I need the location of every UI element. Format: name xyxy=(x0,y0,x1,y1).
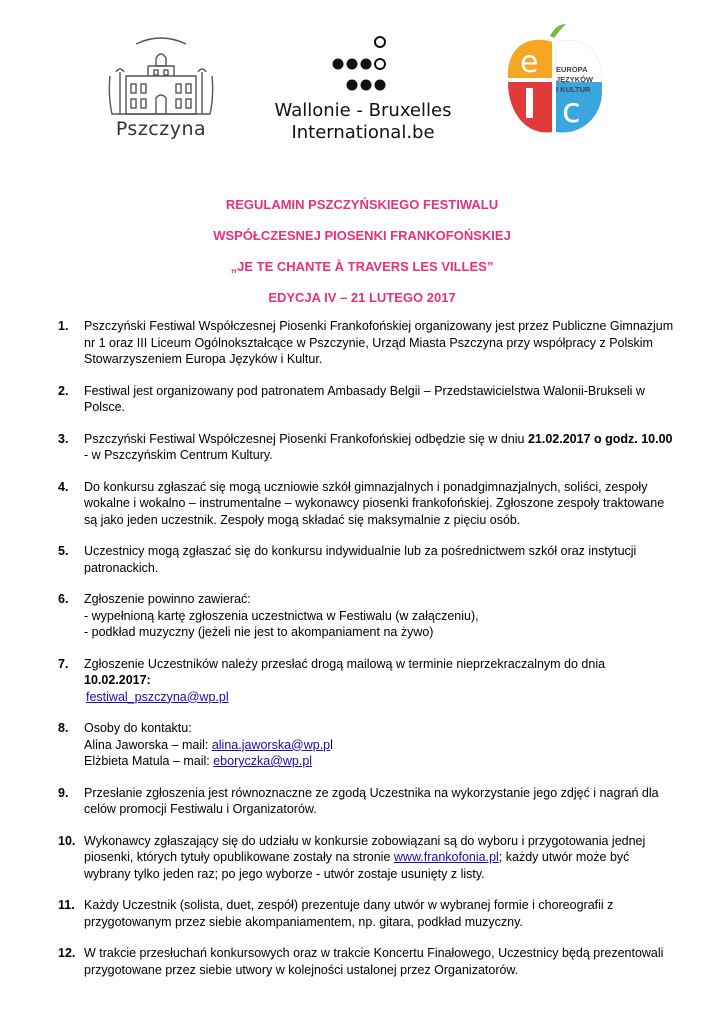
pszczyna-logo-text: Pszczyna xyxy=(115,118,207,140)
deadline-date: 10.02.2017: xyxy=(84,673,151,687)
rule-number: 11. xyxy=(58,898,75,912)
contact-email-link[interactable]: eboryczka@wp.pl xyxy=(213,754,313,768)
rule-number: 3. xyxy=(58,431,69,446)
frankofonia-link[interactable]: www.frankofonia.pl xyxy=(393,850,499,864)
rule-text: Uczestnicy mogą zgłaszać się do konkursu indywidualnie lub za pośrednictwem szkół oraz instytucji patronackich. xyxy=(84,544,637,575)
rule-text-part: Zgłoszenie Uczestników należy przesłać drogą mailową w terminie nieprzekraczalnym do dnia xyxy=(84,656,606,671)
rule-item-4 xyxy=(58,479,674,529)
rule-text: W trakcie przesłuchań konkursowych oraz w trakcie Koncertu Finałowego, Uczestnicy będą prezentowali przygotowane przez siebie utwory w kolejności ustalonej przez Organizatorów. xyxy=(84,946,664,977)
eic-logo xyxy=(498,20,618,140)
rule-subitem: - wypełnioną kartę zgłoszenia uczestnictwa w Festiwalu (w załączeniu), xyxy=(84,608,479,623)
document-title xyxy=(0,197,724,321)
rule-item-1 xyxy=(58,318,674,368)
title-line-2: WSPÓŁCZESNEJ PIOSENKI FRANKOFOŃSKIEJ xyxy=(213,228,511,243)
festival-email-link[interactable]: festiwal_pszczyna@wp.pl xyxy=(86,689,229,704)
svg-text:e: e xyxy=(520,45,539,80)
rule-text-part: - w Pszczyńskim Centrum Kultury. xyxy=(84,448,273,462)
email-block xyxy=(84,689,674,706)
title-line-1: REGULAMIN PSZCZYŃSKIEGO FESTIWALU xyxy=(225,197,499,212)
rule-text-part: ; każdy utwór może być wybrany tylko jeden raz; po jego wyborze - utwór zostaje usunięty z listy. xyxy=(84,850,630,881)
rule-text: Osoby do kontaktu: xyxy=(84,721,192,735)
rule-text xyxy=(84,431,674,464)
eic-logo-text xyxy=(556,65,616,95)
rule-number: 7. xyxy=(58,656,69,671)
rule-item-8 xyxy=(58,720,674,770)
rule-number: 8. xyxy=(58,721,69,735)
rule-text: Zgłoszenie powinno zawierać: xyxy=(84,592,251,606)
rule-number: 5. xyxy=(58,544,69,558)
rule-number: 1. xyxy=(58,319,69,333)
wbi-line1: Wallonie - Bruxelles xyxy=(274,100,452,121)
title-line-4: EDYCJA IV – 21 LUTEGO 2017 xyxy=(268,290,456,305)
rule-item-7 xyxy=(58,656,674,706)
title-line-3: „JE TE CHANTE À TRAVERS LES VILLES” xyxy=(230,259,494,274)
contact-email-link[interactable]: alina.jaworska@wp.p xyxy=(211,737,331,752)
rule-subitem: - podkład muzyczny (jeżeli nie jest to akompaniament na żywo) xyxy=(84,625,434,639)
rule-number: 9. xyxy=(58,785,69,800)
eic-line2: JĘZYKÓW xyxy=(556,75,594,84)
rule-text: Festiwal jest organizowany pod patronatem Ambasady Belgii – Przedstawicielstwa Walonii-Brukseli w Polsce. xyxy=(84,383,645,414)
rule-text xyxy=(84,656,674,689)
contact-label: Elżbieta Matula – mail: xyxy=(84,754,214,768)
wbi-line2: International.be xyxy=(291,122,435,143)
rule-text xyxy=(84,833,674,883)
castle-icon xyxy=(96,36,226,118)
rule-item-9 xyxy=(58,785,674,818)
dots-icon xyxy=(268,30,458,94)
rule-text: Do konkursu zgłaszać się mogą uczniowie szkół gimnazjalnych i ponadgimnazjalnych, soliści, zespoły wokalne i wokalno – instrumentalne – wykonawcy piosenki frankofońskiej. Zgłoszone zespoły traktowane są jako jeden uczestnik. Zespoły mogą składać się maksymalnie z pięciu osób. xyxy=(84,479,665,527)
rule-item-6 xyxy=(58,591,674,641)
rule-text: Przesłanie zgłoszenia jest równoznaczne ze zgodą Uczestnika na wykorzystanie jego zdjęć i nagrań dla celów promocji Festiwalu i Organizatorów. xyxy=(84,785,659,816)
rule-number: 12. xyxy=(58,946,76,960)
rule-item-2 xyxy=(58,383,674,416)
wbi-logo-text xyxy=(268,100,458,144)
event-date: 21.02.2017 o godz. 10.00 xyxy=(527,431,673,446)
wbi-logo xyxy=(268,30,458,155)
contact-tail: l xyxy=(330,737,333,752)
rule-text-part: Pszczyński Festiwal Współczesnej Piosenki Frankofońskiej odbędzie się w dniu xyxy=(84,431,528,446)
rule-number: 2. xyxy=(58,383,69,398)
eic-line3: I KULTUR xyxy=(556,85,591,94)
pszczyna-logo xyxy=(96,36,226,146)
rule-number: 6. xyxy=(58,592,69,606)
rule-number: 10. xyxy=(58,833,76,848)
rule-number: 4. xyxy=(58,479,69,494)
rule-text: Każdy Uczestnik (solista, duet, zespół) prezentuje dany utwór w wybranej formie i choreografii z przygotowanym przez siebie akompaniamentem, np. gitara, podkład muzyczny. xyxy=(84,898,614,929)
svg-text:c: c xyxy=(562,91,581,131)
rule-item-10 xyxy=(58,833,674,883)
contact-2 xyxy=(84,753,674,770)
rules-list xyxy=(58,318,674,993)
eic-line1: EUROPA xyxy=(556,65,588,74)
rule-text: Pszczyński Festiwal Współczesnej Piosenki Frankofońskiej organizowany jest przez Publiczne Gimnazjum nr 1 oraz III Liceum Ogólnokształcące w Pszczynie, Urząd Miasta Pszczyna przy współpracy z Polskim Stowarzyszeniem Europa Języków i Kultur. xyxy=(84,319,674,366)
rule-text-part: Wykonawcy zgłaszający się do udziału w konkursie zobowiązani są do wyboru i przygotowania jednej piosenki, których tytuły opublikowane zostały na stronie xyxy=(84,833,646,864)
rule-item-11 xyxy=(58,897,674,930)
contact-1 xyxy=(84,737,674,754)
rule-item-5 xyxy=(58,543,674,576)
rule-item-12 xyxy=(58,945,674,978)
rule-item-3 xyxy=(58,431,674,464)
contact-label: Alina Jaworska – mail: xyxy=(84,737,212,752)
